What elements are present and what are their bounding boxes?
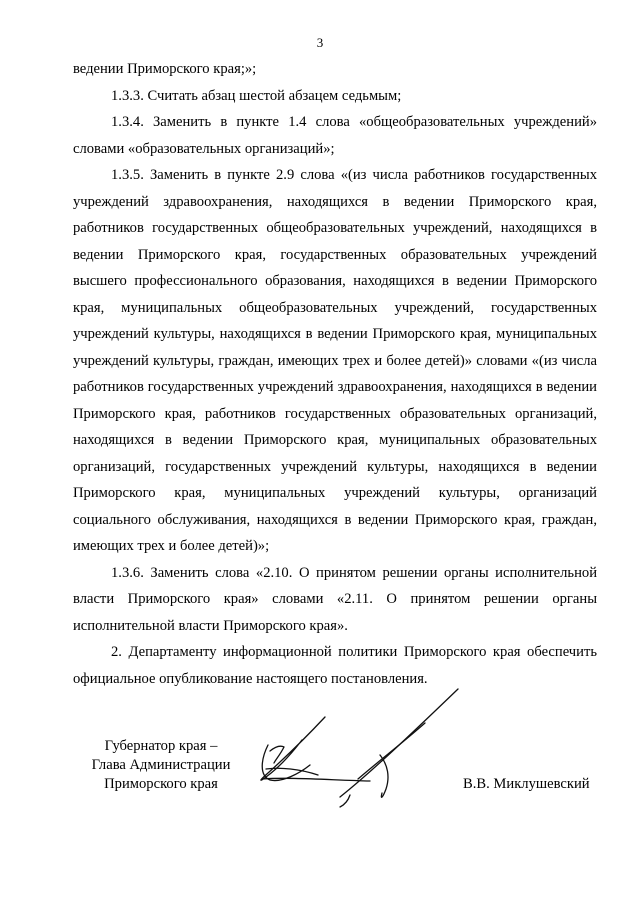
paragraph-1-3-3: 1.3.3. Считать абзац шестой абзацем седьмым; [111,87,402,104]
signatory-title-line: Глава Администрации [91,757,231,773]
signatory-title [72,737,250,794]
signatory-name: В.В. Миклушевский [463,776,590,792]
paragraph-1-3-5: 1.3.5. Заменить в пункте 2.9 слова «(из числа работников государственных учреждений здравоохранения, находящихся в ведении Приморского края, работников государственных общеобразовательных учреждений, находящихся в ведении Приморского края, государственных образовательных учреждений высшего профессионального образования, находящихся в ведении Приморского края, муниципальных общеобразовательных учреждений, государственных учреждений культуры, находящихся в ведении Приморского края, муниципальных учреждений культуры, граждан, имеющих трех и более детей)» словами «(из числа работников государственных учреждений здравоохранения, находящихся в ведении Приморского края, работников государственных образовательных организаций, находящихся в ведении Приморского края, муниципальных образовательных организаций, государственных учреждений культуры, находящихся в ведении Приморского края, муниципальных учреждений культуры, организаций социального обслуживания, находящихся в ведении Приморского края, граждан, имеющих трех и более детей)»; [73,167,597,554]
paragraph-1-3-6: 1.3.6. Заменить слова «2.10. О принятом решении органы исполнительной власти Приморского края» словами «2.11. О принятом решении органы исполнительной власти Приморского края». [73,564,597,634]
page-number: 3 [316,35,324,50]
paragraph-continuation: ведении Приморского края;»; [73,61,257,77]
signatory-title-line: Губернатор края – [104,738,218,754]
handwritten-signature [240,685,480,815]
document-body [73,56,597,692]
paragraph-2: 2. Департаменту информационной политики Приморского края обеспечить официальное опубликование настоящего постановления. [73,644,597,687]
signatory-title-line: Приморского края [104,776,218,792]
paragraph-1-3-4: 1.3.4. Заменить в пункте 1.4 слова «общеобразовательных учреждений» словами «образовательных организаций»; [73,114,597,157]
